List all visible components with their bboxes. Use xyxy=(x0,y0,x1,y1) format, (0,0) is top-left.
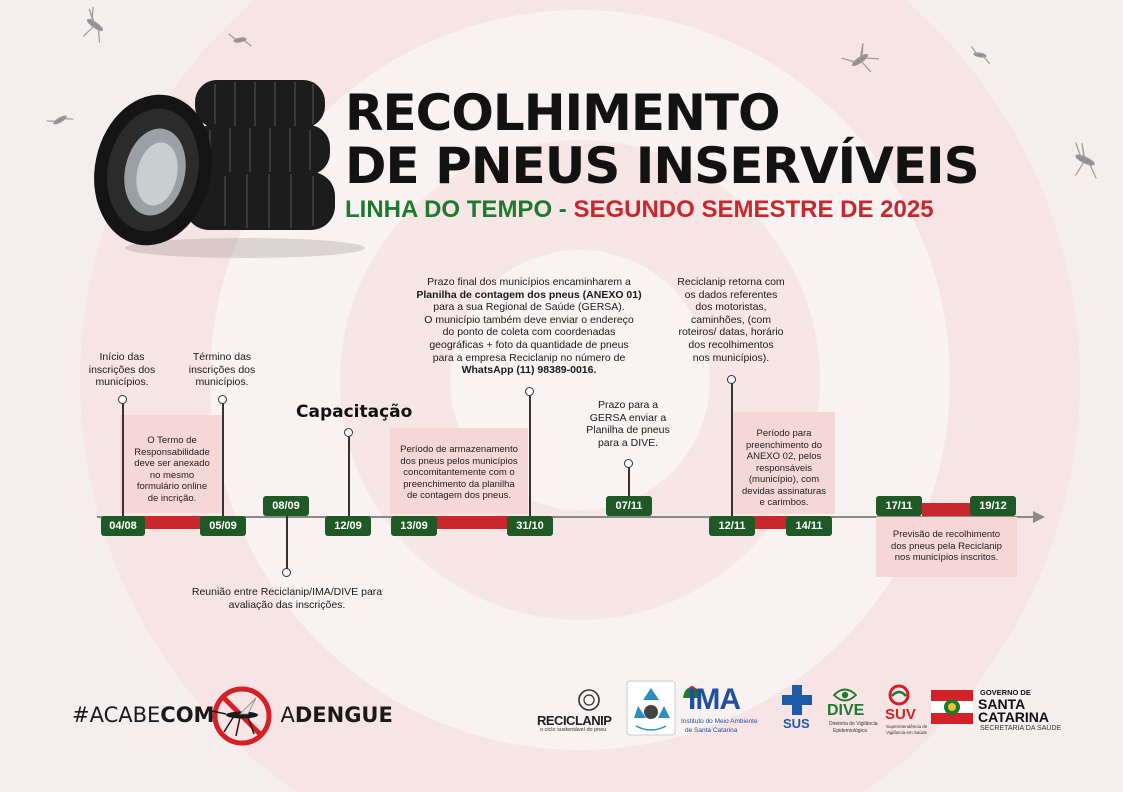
no-mosquito-icon xyxy=(208,684,276,748)
info-box-previsao: Previsão de recolhimento dos pneus pela Reciclanip nos municípios inscritos. xyxy=(876,517,1017,577)
date-pill-12-11: 12/11 xyxy=(709,516,755,536)
title-line-2: DE PNEUS INSERVÍVEIS xyxy=(345,137,979,195)
text-termino: Término das inscrições dos municípios. xyxy=(188,351,256,389)
period-bar-recolhimento xyxy=(922,503,972,516)
stem-inicio xyxy=(122,402,124,516)
logo-suv-sub-2: Vigilância em Saúde xyxy=(886,730,927,735)
stem-termino xyxy=(222,402,224,516)
logo-catarina: CATARINA xyxy=(978,709,1050,725)
label-capacitacao: Capacitação xyxy=(296,402,413,422)
marker-capacitacao xyxy=(344,428,353,437)
sus-cross-icon xyxy=(782,685,812,715)
subtitle-semester: SEGUNDO SEMESTRE DE 2025 xyxy=(573,196,934,223)
period-bar-anexo02 xyxy=(754,516,790,529)
period-bar-inscricoes xyxy=(142,516,204,529)
date-pill-14-11: 14/11 xyxy=(786,516,832,536)
date-pill-12-09: 12/09 xyxy=(325,516,371,536)
reciclanip-logo-icon xyxy=(573,688,603,714)
info-box-termo: O Termo de Responsabilidade deve ser anexado no mesmo formulário online de incrição. xyxy=(120,415,224,513)
date-pill-05-09: 05/09 xyxy=(200,516,246,536)
logo-ima-sub-2: de Santa Catarina xyxy=(685,727,738,734)
logo-suv: SUV xyxy=(885,706,916,723)
marker-prazo-gersa xyxy=(624,459,633,468)
title-line-1: RECOLHIMENTO xyxy=(345,84,780,142)
marker-prazo-final xyxy=(525,387,534,396)
text-prazo-gersa: Prazo para a GERSA enviar a Planilha de pneus para a DIVE. xyxy=(586,399,670,449)
logo-santa: SANTA xyxy=(978,696,1026,712)
hashtag-acabe-com-a-dengue: #ACABECOM ADENGUE xyxy=(72,703,393,727)
info-box-anexo02: Período para preenchimento do ANEXO 02, pelos responsáveis (município), com devidas assinaturas e carimbos. xyxy=(733,412,835,514)
logo-ima-sub-1: Instituto do Meio Ambiente xyxy=(681,718,758,725)
stem-reuniao xyxy=(286,516,288,570)
date-pill-04-08: 04/08 xyxy=(101,516,145,536)
stem-capacitacao xyxy=(348,436,350,516)
marker-inicio xyxy=(118,395,127,404)
date-pill-17-11: 17/11 xyxy=(876,496,922,516)
stem-prazo-final xyxy=(529,394,531,516)
text-prazo-final: Prazo final dos municípios encaminharem a Planilha de contagem dos pneus (ANEXO 01) para a sua Regional de Saúde (GERSA). O município também deve enviar o endereço do ponto de coleta com coordenadas geográficas + foto da quantidade de pneus para a empresa Reciclanip no número de WhatsApp (11) 98389-0016. xyxy=(416,276,642,377)
marker-reuniao xyxy=(282,568,291,577)
date-pill-31-10: 31/10 xyxy=(507,516,553,536)
logo-governo-de: GOVERNO DE xyxy=(980,688,1031,697)
marker-termino xyxy=(218,395,227,404)
logo-secretaria-saude: SECRETARIA DA SAÚDE xyxy=(980,725,1062,732)
logo-reciclanip-tagline: o ciclo sustentável do pneu xyxy=(540,727,607,733)
logo-sus: SUS xyxy=(783,716,810,731)
tire-stack-illustration xyxy=(85,70,365,260)
recycle-logo-icon xyxy=(626,680,676,736)
suv-logo-icon xyxy=(887,684,911,706)
text-reciclanip-retorna: Reciclanip retorna com os dados referentes dos motoristas, caminhões, (com roteiros/ datas, horário dos recolhimentos nos municípios). xyxy=(677,276,785,364)
logo-dive: DIVE xyxy=(827,702,865,719)
text-reuniao: Reunião entre Reciclanip/IMA/DIVE para avaliação das inscrições. xyxy=(191,586,383,611)
marker-reciclanip-retorna xyxy=(727,375,736,384)
date-pill-19-12: 19/12 xyxy=(970,496,1016,516)
date-pill-13-09: 13/09 xyxy=(391,516,437,536)
logo-dive-sub-2: Epidemiológica xyxy=(833,728,867,734)
logo-ima: IMA xyxy=(688,683,740,716)
stem-reciclanip-retorna xyxy=(731,382,733,516)
logo-suv-sub-1: Superintendência de xyxy=(886,724,928,729)
logo-dive-sub-1: Diretoria de Vigilância xyxy=(829,721,878,727)
date-pill-08-09: 08/09 xyxy=(263,496,309,516)
period-bar-armazenamento xyxy=(435,516,509,529)
santa-catarina-flag-icon xyxy=(931,690,973,724)
logo-reciclanip: RECICLANIP xyxy=(537,713,612,728)
date-pill-07-11: 07/11 xyxy=(606,496,652,516)
info-box-armazenamento: Período de armazenamento dos pneus pelos municípios concomitantemente com o preenchimento da planilha de contagem dos pneus. xyxy=(390,428,528,514)
timeline-arrow-icon xyxy=(1033,511,1045,523)
subtitle xyxy=(345,196,934,224)
text-inicio: Início das inscrições dos municípios. xyxy=(88,351,156,389)
subtitle-timeline: LINHA DO TEMPO - xyxy=(345,196,567,223)
dive-eye-icon xyxy=(833,688,857,702)
